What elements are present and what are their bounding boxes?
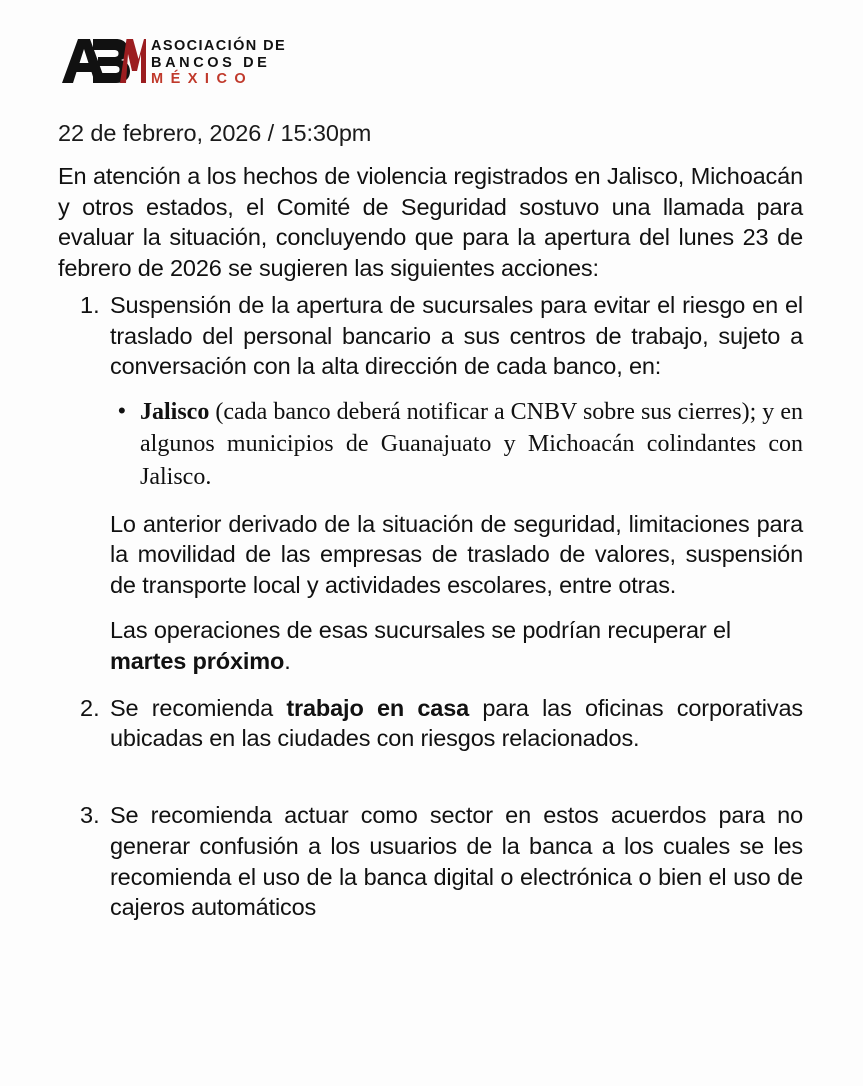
action-item-2 — [58, 693, 803, 755]
item-1-recovery-paragraph — [110, 615, 803, 677]
list-spacer — [58, 754, 803, 800]
trabajo-en-casa-bold: trabajo en casa — [286, 694, 470, 721]
jalisco-bold-label: Jalisco — [140, 399, 210, 426]
jalisco-bullet — [110, 396, 803, 492]
jalisco-bullet-rest: (cada banco deberá notificar a CNBV sobre sus cierres); y en algunos municipios de Guanajuato y Michoacán colindantes con Jalisco. — [140, 399, 803, 490]
action-item-3-number: 3. — [80, 802, 100, 829]
action-item-1-number: 1. — [80, 291, 100, 318]
item-1-note-paragraph: Lo anterior derivado de la situación de seguridad, limitaciones para la movilidad de las empresas de traslado de valores, suspensión de transporte local y actividades escolares, entre otras. — [110, 510, 803, 599]
intro-paragraph: En atención a los hechos de violencia registrados en Jalisco, Michoacán y otros estados, el Comité de Seguridad sostuvo una llamada para evaluar la situación, concluyendo que para la apertura del lunes 23 de febrero de 2026 se sugieren las siguientes acciones: — [58, 162, 803, 282]
action-item-2-text — [110, 693, 803, 755]
action-item-3-text: Se recomienda actuar como sector en estos acuerdos para no generar confusión a los usuarios de la banca a los cuales se les recomienda el uso de la banca digital o electrónica o bien el uso de cajeros automáticos — [110, 802, 803, 921]
logo-line-asociacion: ASOCIACIÓN DE — [151, 38, 287, 55]
document-body — [58, 118, 803, 923]
action-item-1-text: Suspensión de la apertura de sucursales para evitar el riesgo en el traslado del personal bancario a sus centros de trabajo, sujeto a conversación con la alta dirección de cada banco, en: — [110, 291, 803, 380]
bullet-dot-icon: • — [118, 398, 126, 424]
action-item-2-number: 2. — [80, 694, 100, 721]
action-item-1 — [58, 290, 803, 677]
abm-monogram-icon — [60, 37, 146, 90]
item-2-tail: para las oficinas corporativas ubicadas en las ciudades con riesgos relacionados. — [110, 694, 803, 752]
logo-line-bancos: BANCOS DE — [151, 54, 271, 71]
abm-logo — [60, 34, 286, 92]
document-date: 22 de febrero, 2026 / 15:30pm — [58, 120, 372, 146]
item-1-recovery-lead: Las operaciones de esas sucursales se podrían recuperar el — [110, 617, 731, 643]
abm-logo-wordmark — [151, 39, 286, 87]
item-2-lead: Se recomienda — [110, 694, 287, 721]
action-item-3 — [58, 800, 803, 923]
logo-line-mexico: MÉXICO — [151, 71, 254, 88]
jalisco-bullet-text — [140, 396, 803, 492]
actions-list — [58, 290, 803, 923]
item-1-recovery-tail: . — [284, 647, 291, 674]
martes-proximo-bold: martes próximo — [110, 647, 285, 674]
